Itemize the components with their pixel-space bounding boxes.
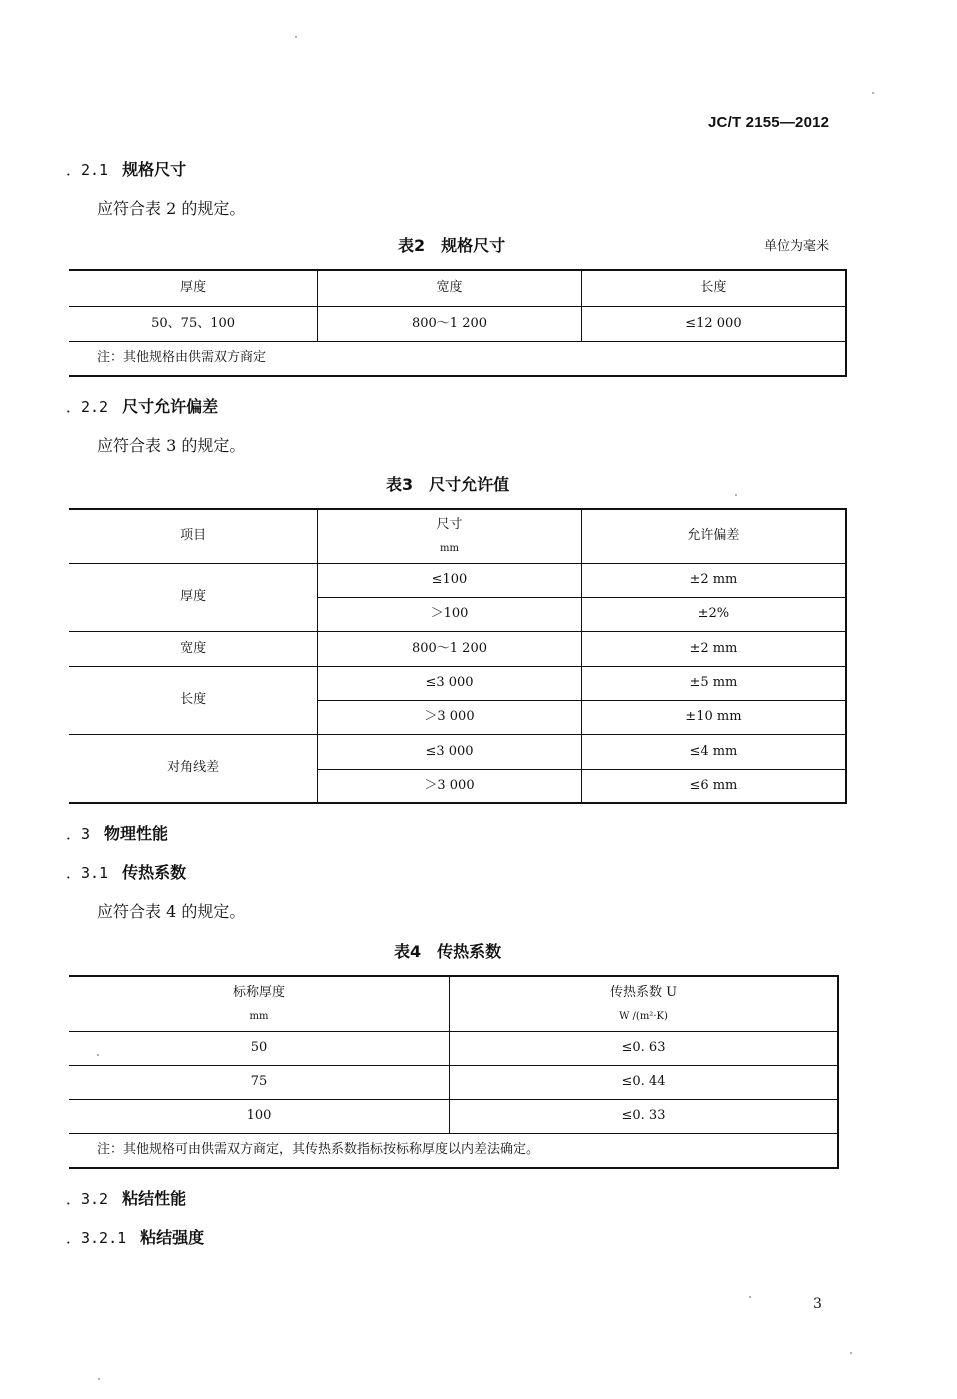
- table4-cell-u: ≤0. 33: [449, 1099, 838, 1133]
- table3-size: ≤3 000: [318, 666, 582, 700]
- section-number: ．2.2: [66, 398, 109, 416]
- table4-cell-thickness: 75: [69, 1065, 449, 1099]
- table3-header-item: 项目: [69, 509, 318, 563]
- table2: [69, 269, 847, 377]
- table3-tolerance: ±2%: [581, 597, 846, 631]
- table3-item-length: 长度: [69, 666, 318, 734]
- section-text-2-2: 应符合表 3 的规定。: [97, 436, 246, 455]
- scan-speck: [735, 494, 737, 496]
- section-heading-3-2-1: [66, 1225, 204, 1248]
- table4-header-u-label: 传热系数 U: [609, 984, 678, 1000]
- table3-caption: 表3 尺寸允许值: [386, 475, 510, 494]
- section-text-2-1: 应符合表 2 的规定。: [97, 199, 246, 218]
- section-number: ．3.1: [66, 864, 109, 882]
- table3-tolerance: ±2 mm: [581, 563, 846, 597]
- table2-cell-width: 800～1 200: [318, 306, 582, 341]
- table3-header-size-unit: mm: [440, 543, 459, 555]
- table3-item-diagonal: 对角线差: [69, 734, 318, 803]
- table4-caption: 表4 传热系数: [394, 942, 502, 961]
- table3-size: ≤3 000: [318, 734, 582, 769]
- table4-note: 注：其他规格可由供需双方商定，其传热系数指标按标称厚度以内差法确定。: [69, 1133, 838, 1168]
- table3-header-tolerance: 允许偏差: [581, 509, 846, 563]
- table3-tolerance: ≤4 mm: [581, 734, 846, 769]
- scan-speck: [98, 1378, 100, 1380]
- table3-item-thickness: 厚度: [69, 563, 318, 631]
- table3-size: ＞3 000: [318, 700, 582, 734]
- section-title: 尺寸允许偏差: [122, 397, 219, 416]
- table4: [69, 975, 839, 1169]
- table4-header-u: [449, 976, 838, 1031]
- table4-header-u-unit: W /(m²·K): [619, 1010, 668, 1022]
- table2-caption: 表2 规格尺寸: [398, 236, 506, 255]
- table4-header-thickness-label: 标称厚度: [232, 984, 285, 1000]
- table3-size: ＞100: [318, 597, 582, 631]
- table3-tolerance: ≤6 mm: [581, 769, 846, 803]
- table4-cell-u: ≤0. 44: [449, 1065, 838, 1099]
- table2-cell-thickness: 50、75、100: [69, 306, 318, 341]
- table2-unit: 单位为毫米: [764, 239, 830, 254]
- table3-tolerance: ±2 mm: [581, 631, 846, 666]
- section-text-3-1: 应符合表 4 的规定。: [97, 902, 246, 921]
- page-number: 3: [813, 1296, 822, 1312]
- section-number: ．3.2: [66, 1190, 109, 1208]
- table4-cell-thickness: 50: [69, 1031, 449, 1065]
- table3-size: ≤100: [318, 563, 582, 597]
- table2-header-thickness: 厚度: [69, 270, 318, 306]
- section-heading-3: [66, 821, 168, 844]
- table2-header-length: 长度: [581, 270, 846, 306]
- standard-number: JC/T 2155—2012: [708, 114, 830, 131]
- table4-header-thickness-unit: mm: [249, 1010, 269, 1022]
- table3-size: ＞3 000: [318, 769, 582, 803]
- table3-size: 800～1 200: [318, 631, 582, 666]
- table4-header-thickness: [69, 976, 449, 1031]
- section-title: 粘结强度: [140, 1228, 205, 1247]
- table3: [69, 508, 847, 804]
- section-number: ．3.2.1: [66, 1229, 127, 1247]
- section-number: ．3: [66, 825, 91, 843]
- table3-tolerance: ±10 mm: [581, 700, 846, 734]
- table4-cell-u: ≤0. 63: [449, 1031, 838, 1065]
- scan-speck: [850, 1352, 852, 1354]
- table2-header-width: 宽度: [318, 270, 582, 306]
- section-title: 物理性能: [104, 824, 169, 843]
- table3-header-size: [318, 509, 582, 563]
- scan-speck: [872, 92, 874, 94]
- section-title: 传热系数: [122, 863, 187, 882]
- section-heading-3-1: [66, 860, 186, 883]
- table3-item-width: 宽度: [69, 631, 318, 666]
- scan-speck: [295, 36, 297, 38]
- table3-header-size-label: 尺寸: [436, 517, 463, 533]
- table3-tolerance: ±5 mm: [581, 666, 846, 700]
- section-heading-3-2: [66, 1186, 186, 1209]
- section-title: 粘结性能: [122, 1189, 187, 1208]
- section-number: ．2.1: [66, 161, 109, 179]
- table4-cell-thickness: 100: [69, 1099, 449, 1133]
- section-title: 规格尺寸: [122, 160, 187, 179]
- section-heading-2-1: [66, 157, 186, 180]
- scan-speck: [749, 1296, 751, 1298]
- table2-note: 注：其他规格由供需双方商定: [69, 341, 846, 376]
- scan-speck: [97, 1054, 99, 1056]
- section-heading-2-2: [66, 394, 218, 417]
- table2-cell-length: ≤12 000: [581, 306, 846, 341]
